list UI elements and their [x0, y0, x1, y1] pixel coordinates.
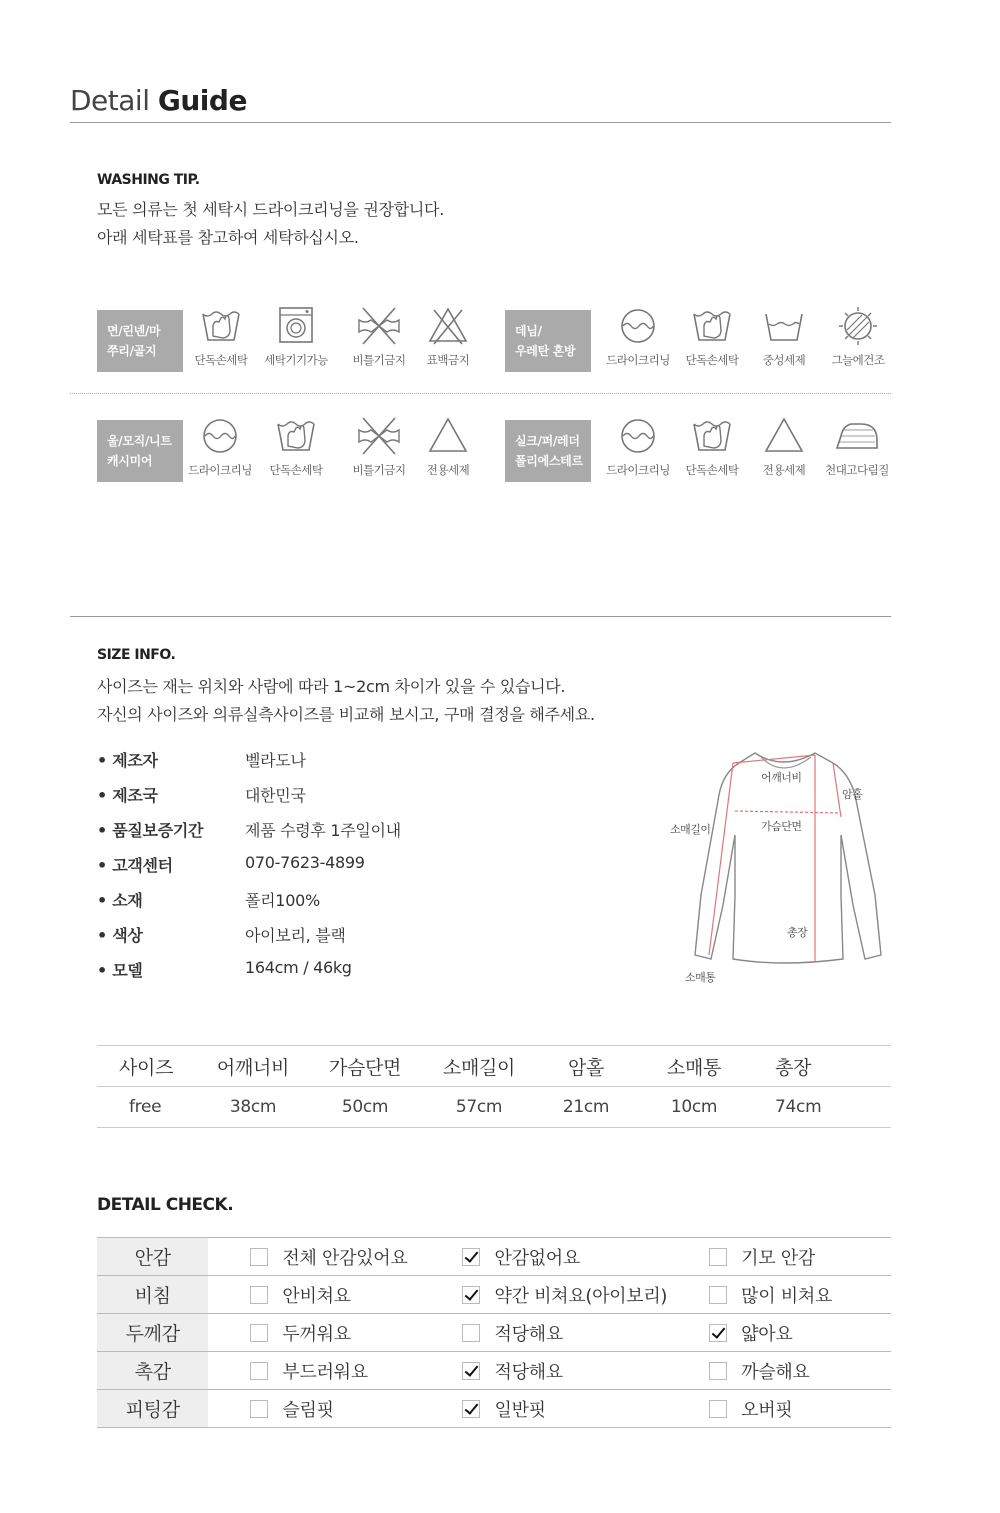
check-option-label: 기모 안감 — [741, 1247, 815, 1269]
dry-clean-icon — [180, 416, 260, 478]
spec-value: 폴리100% — [245, 891, 320, 910]
wash-label: 단독손세탁 — [685, 353, 739, 367]
size-info-text — [97, 673, 595, 729]
washing-line: 모든 의류는 첫 세탁시 드라이크리닝을 권장합니다. — [97, 200, 444, 219]
check-option-cell — [208, 1276, 420, 1314]
no-wring-icon — [339, 306, 419, 368]
washing-machine-icon — [256, 306, 336, 368]
badge-line: 쭈리/골지 — [107, 344, 157, 358]
detail-check-row — [97, 1390, 891, 1428]
spec-key: • 고객센터 — [97, 856, 173, 875]
size-info-label: SIZE INFO. — [97, 647, 176, 663]
check-option — [667, 1396, 891, 1422]
wash-label: 중성세제 — [762, 353, 806, 367]
badge-line: 폴리에스테르 — [515, 454, 583, 468]
check-option — [667, 1320, 891, 1346]
hand-wash-icon — [672, 416, 752, 478]
badge-line: 면/린넨/마 — [107, 324, 161, 338]
spec-key: • 제조자 — [97, 751, 158, 770]
size-header-cell: 어깨너비 — [195, 1046, 311, 1087]
checkbox-icon — [250, 1324, 268, 1342]
spec-key: • 색상 — [97, 926, 143, 945]
check-option-label: 적당해요 — [494, 1361, 563, 1383]
check-option-cell — [667, 1238, 891, 1276]
checkbox-checked-icon — [709, 1324, 727, 1342]
size-cell: free — [97, 1087, 195, 1128]
check-option-cell — [667, 1276, 891, 1314]
size-cell: 50cm — [311, 1087, 419, 1128]
checkbox-icon — [250, 1248, 268, 1266]
wash-label: 그늘에건조 — [831, 353, 885, 367]
garment-diagram — [665, 745, 890, 995]
detail-check-row — [97, 1238, 891, 1276]
wash-label: 드라이크리닝 — [188, 463, 252, 477]
special-detergent-icon — [744, 416, 824, 478]
check-option — [667, 1244, 891, 1270]
check-option-label: 안비쳐요 — [282, 1285, 351, 1307]
size-header-cell: 가슴단면 — [311, 1046, 419, 1087]
detail-check-row — [97, 1352, 891, 1390]
check-option — [667, 1358, 891, 1384]
cloth-iron-icon — [817, 416, 897, 478]
diagram-label-shoulder: 어깨너비 — [761, 771, 802, 784]
check-option — [208, 1244, 420, 1270]
checkbox-icon — [709, 1248, 727, 1266]
dotted-divider — [70, 393, 891, 394]
size-table-row — [97, 1087, 891, 1128]
hand-wash-icon — [256, 416, 336, 478]
size-header-cell: 총장 — [755, 1046, 891, 1087]
size-line: 사이즈는 재는 위치와 사람에 따라 1~2cm 차이가 있을 수 있습니다. — [97, 677, 566, 696]
check-option-label: 안감없어요 — [494, 1247, 580, 1269]
check-option-cell — [420, 1352, 667, 1390]
spec-key: • 소재 — [97, 891, 143, 910]
check-option-cell — [420, 1276, 667, 1314]
divider — [70, 122, 891, 123]
wash-label: 천대고다림질 — [825, 463, 889, 477]
wash-label: 단독손세탁 — [194, 353, 248, 367]
check-option-cell — [208, 1238, 420, 1276]
check-category: 안감 — [97, 1238, 208, 1276]
checkbox-icon — [709, 1286, 727, 1304]
check-option-cell — [208, 1390, 420, 1428]
check-option-label: 약간 비쳐요(아이보리) — [494, 1285, 668, 1307]
hand-wash-icon — [672, 306, 752, 368]
check-option — [420, 1358, 667, 1384]
spec-key: • 품질보증기간 — [97, 821, 204, 840]
size-table — [97, 1045, 891, 1128]
wash-label: 비틀기금지 — [352, 463, 406, 477]
diagram-label-chest: 가슴단면 — [761, 820, 802, 833]
hand-wash-icon — [181, 306, 261, 368]
size-cell: 57cm — [419, 1087, 539, 1128]
check-option-label: 부드러워요 — [282, 1361, 368, 1383]
check-category: 촉감 — [97, 1352, 208, 1390]
size-cell: 38cm — [195, 1087, 311, 1128]
check-option — [420, 1396, 667, 1422]
check-option-label: 일반핏 — [494, 1399, 546, 1421]
wash-label: 세탁기기가능 — [264, 353, 328, 367]
no-wring-icon — [339, 416, 419, 478]
diagram-label-sleeve: 소매길이 — [670, 823, 711, 836]
spec-value: 070-7623-4899 — [245, 853, 365, 872]
wash-label: 전용세제 — [426, 463, 470, 477]
check-option-label: 오버핏 — [741, 1399, 793, 1421]
wash-label: 표백금지 — [426, 353, 470, 367]
fabric-badge-cotton — [97, 310, 183, 372]
shade-dry-icon — [818, 306, 898, 368]
washing-text — [97, 196, 444, 252]
diagram-label-length: 총장 — [787, 926, 808, 939]
check-option-label: 얇아요 — [741, 1323, 793, 1345]
check-option-cell — [420, 1390, 667, 1428]
check-option — [208, 1320, 420, 1346]
check-option-label: 적당해요 — [494, 1323, 563, 1345]
wash-label: 드라이크리닝 — [606, 463, 670, 477]
checkbox-checked-icon — [462, 1248, 480, 1266]
dry-clean-icon — [598, 306, 678, 368]
spec-value: 아이보리, 블랙 — [245, 926, 346, 945]
check-option-label: 슬림핏 — [282, 1399, 334, 1421]
wash-label: 단독손세탁 — [269, 463, 323, 477]
badge-line: 캐시미어 — [107, 454, 153, 468]
check-option-cell — [208, 1314, 420, 1352]
spec-value: 벨라도나 — [245, 751, 306, 770]
check-option — [667, 1282, 891, 1308]
check-option-label: 많이 비쳐요 — [741, 1285, 833, 1307]
spec-value: 제품 수령후 1주일이내 — [245, 821, 401, 840]
check-option-cell — [667, 1314, 891, 1352]
checkbox-icon — [250, 1362, 268, 1380]
fabric-badge-silk — [505, 420, 591, 482]
wash-label: 비틀기금지 — [352, 353, 406, 367]
badge-line: 데님/ — [515, 324, 542, 338]
neutral-detergent-icon — [744, 306, 824, 368]
fabric-badge-wool — [97, 420, 183, 482]
title-bold: Guide — [157, 84, 247, 117]
check-option — [420, 1282, 667, 1308]
size-header-cell: 암홀 — [539, 1046, 633, 1087]
check-option-cell — [667, 1390, 891, 1428]
badge-line: 우레탄 혼방 — [515, 344, 576, 358]
size-header-cell: 사이즈 — [97, 1046, 195, 1087]
checkbox-icon — [462, 1324, 480, 1342]
detail-check-label: DETAIL CHECK. — [97, 1195, 234, 1215]
size-cell: 74cm — [755, 1087, 891, 1128]
check-option-cell — [208, 1352, 420, 1390]
washing-tip-label: WASHING TIP. — [97, 172, 200, 188]
check-option-label: 두꺼워요 — [282, 1323, 351, 1345]
fabric-badge-denim — [505, 310, 591, 372]
check-option — [420, 1244, 667, 1270]
checkbox-icon — [709, 1362, 727, 1380]
wash-label: 단독손세탁 — [685, 463, 739, 477]
wash-label: 드라이크리닝 — [606, 353, 670, 367]
detail-check-row — [97, 1314, 891, 1352]
check-option — [208, 1396, 420, 1422]
check-category: 피팅감 — [97, 1390, 208, 1428]
size-line: 자신의 사이즈와 의류실측사이즈를 비교해 보시고, 구매 결정을 해주세요. — [97, 705, 595, 724]
check-option — [208, 1358, 420, 1384]
no-bleach-icon — [408, 306, 488, 368]
detail-check-table — [97, 1237, 891, 1428]
check-option-label: 전체 안감있어요 — [282, 1247, 408, 1269]
checkbox-icon — [709, 1400, 727, 1418]
diagram-label-armhole: 암홀 — [842, 788, 863, 801]
check-option-cell — [667, 1352, 891, 1390]
dry-clean-icon — [598, 416, 678, 478]
badge-line: 실크/퍼/레더 — [515, 434, 580, 448]
size-cell: 10cm — [633, 1087, 755, 1128]
size-table-header — [97, 1046, 891, 1087]
spec-key: • 제조국 — [97, 786, 158, 805]
check-option-cell — [420, 1314, 667, 1352]
checkbox-icon — [250, 1400, 268, 1418]
checkbox-checked-icon — [462, 1286, 480, 1304]
badge-line: 울/모직/니트 — [107, 434, 172, 448]
check-category: 두께감 — [97, 1314, 208, 1352]
diagram-label-cuff: 소매통 — [685, 971, 716, 984]
spec-value: 대한민국 — [245, 786, 306, 805]
check-option-label: 까슬해요 — [741, 1361, 810, 1383]
size-header-cell: 소매길이 — [419, 1046, 539, 1087]
page-title — [70, 84, 247, 117]
size-cell: 21cm — [539, 1087, 633, 1128]
spec-value: 164cm / 46kg — [245, 958, 352, 977]
check-option — [208, 1282, 420, 1308]
special-detergent-icon — [408, 416, 488, 478]
size-header-cell: 소매통 — [633, 1046, 755, 1087]
checkbox-checked-icon — [462, 1362, 480, 1380]
spec-key: • 모델 — [97, 961, 143, 980]
wash-label: 전용세제 — [762, 463, 806, 477]
checkbox-checked-icon — [462, 1400, 480, 1418]
washing-line: 아래 세탁표를 참고하여 세탁하십시오. — [97, 228, 359, 247]
check-category: 비침 — [97, 1276, 208, 1314]
check-option-cell — [420, 1238, 667, 1276]
check-option — [420, 1320, 667, 1346]
title-light: Detail — [70, 84, 150, 117]
checkbox-icon — [250, 1286, 268, 1304]
detail-check-row — [97, 1276, 891, 1314]
divider — [70, 616, 891, 617]
